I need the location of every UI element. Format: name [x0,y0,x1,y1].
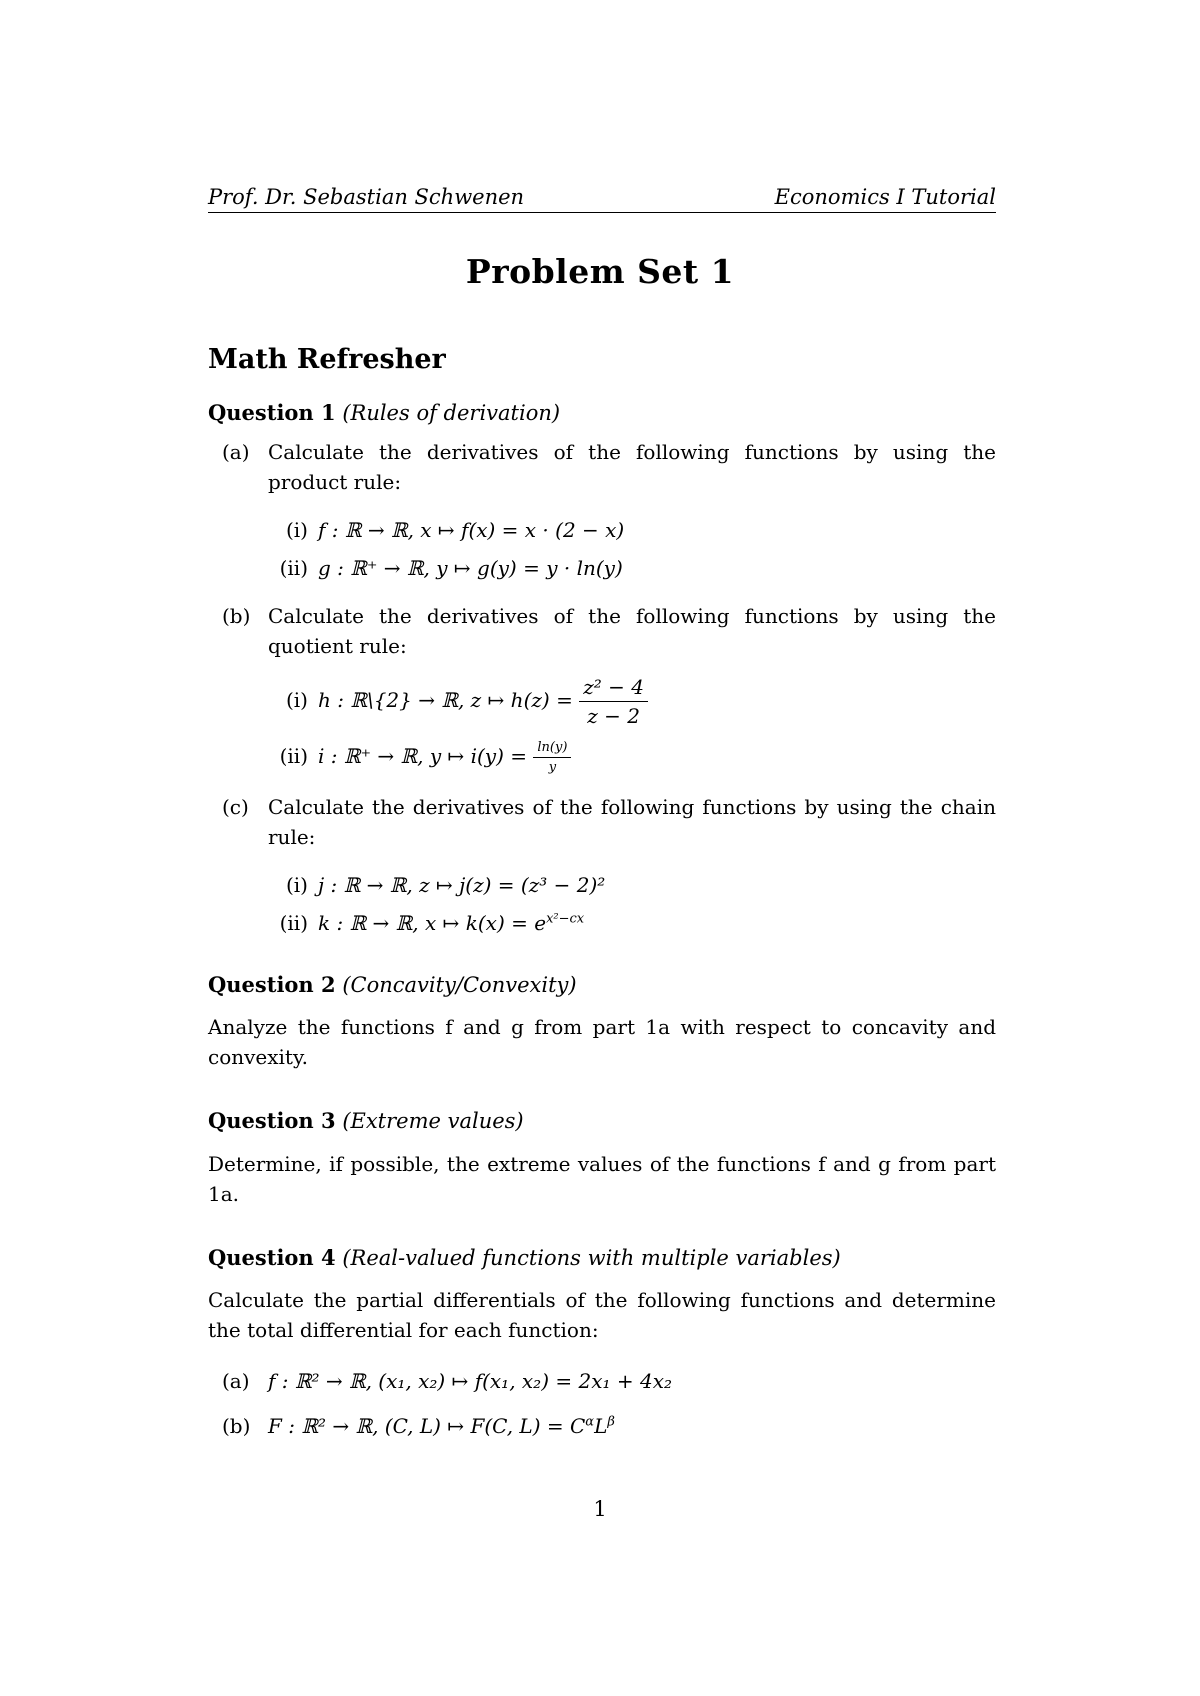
math-expression: k : ℝ → ℝ, x ↦ k(x) = e [318,911,547,935]
item-label: (i) [285,873,308,897]
question-2-text: Analyze the functions f and g from part 1a with respect to concavity and convexity. [208,1015,996,1069]
question-1b [222,601,996,661]
question-4-text: Calculate the partial differentials of the following functions and determine the total differential for each function: [208,1288,996,1342]
question-3-text: Determine, if possible, the extreme values of the functions f and g from part 1a. [208,1152,996,1206]
question-3-topic: (Extreme values) [342,1109,524,1133]
question-1a-i [268,518,624,542]
math-exponent: α [585,1414,595,1430]
question-1b-i [268,675,648,728]
math-expression: F : ℝ² → ℝ, (C, L) ↦ F(C, L) = C [268,1414,586,1438]
question-1c-i [268,873,605,897]
fraction [533,740,571,775]
item-text: Calculate the derivatives of the following functions by using the quotient rule: [268,604,996,658]
question-1a [222,437,996,497]
math-expression: L [594,1414,608,1438]
item-label: (b) [222,604,251,628]
question-3-label: Question 3 [208,1108,336,1133]
fraction-denominator: z − 2 [579,701,648,728]
question-2-heading [208,972,577,997]
item-label: (a) [222,440,250,464]
fraction-numerator: z² − 4 [583,675,644,699]
question-4-topic: (Real-valued functions with multiple variables) [342,1246,841,1270]
question-2-label: Question 2 [208,972,336,997]
question-4b [222,1414,615,1438]
math-exponent: x²−cx [546,911,585,927]
question-1-heading [208,400,560,425]
item-text: Calculate the derivatives of the following functions by using the chain rule: [268,795,996,849]
item-label: (b) [222,1414,251,1438]
question-2-topic: (Concavity/Convexity) [342,973,577,997]
page-title: Problem Set 1 [465,252,735,291]
math-expression: g : ℝ⁺ → ℝ, y ↦ g(y) = y · ln(y) [318,556,623,580]
question-4-label: Question 4 [208,1245,336,1270]
question-3-heading [208,1108,524,1133]
page-number: 1 [593,1497,607,1521]
question-1c-ii [268,911,584,935]
section-heading: Math Refresher [208,344,446,375]
item-text: Calculate the derivatives of the following functions by using the product rule: [268,440,996,494]
header-author: Prof. Dr. Sebastian Schwenen [208,185,525,209]
question-4-heading [208,1245,841,1270]
fraction-numerator: ln(y) [537,740,568,755]
fraction [579,675,648,728]
question-1b-ii [268,740,571,775]
question-1-topic: (Rules of derivation) [342,401,561,425]
math-expression: f : ℝ → ℝ, x ↦ f(x) = x · (2 − x) [318,518,625,542]
item-label: (c) [222,795,249,819]
math-expression: i : ℝ⁺ → ℝ, y ↦ i(y) = [318,744,528,768]
math-expression: h : ℝ\{2} → ℝ, z ↦ h(z) = [318,688,573,712]
question-1-label: Question 1 [208,400,336,425]
item-label: (ii) [279,911,308,935]
question-1c [222,792,996,852]
item-label: (ii) [279,556,308,580]
page-header [208,186,996,213]
fraction-denominator: y [533,757,571,775]
item-label: (ii) [279,744,308,768]
question-4a [222,1369,672,1393]
math-exponent: β [607,1414,615,1430]
item-label: (i) [285,518,308,542]
item-label: (a) [222,1369,250,1393]
math-expression: j : ℝ → ℝ, z ↦ j(z) = (z³ − 2)² [318,873,606,897]
question-1a-ii [268,556,623,580]
math-expression: f : ℝ² → ℝ, (x₁, x₂) ↦ f(x₁, x₂) = 2x₁ + 4x₂ [268,1369,672,1393]
item-label: (i) [285,688,308,712]
header-course: Economics I Tutorial [774,185,996,209]
